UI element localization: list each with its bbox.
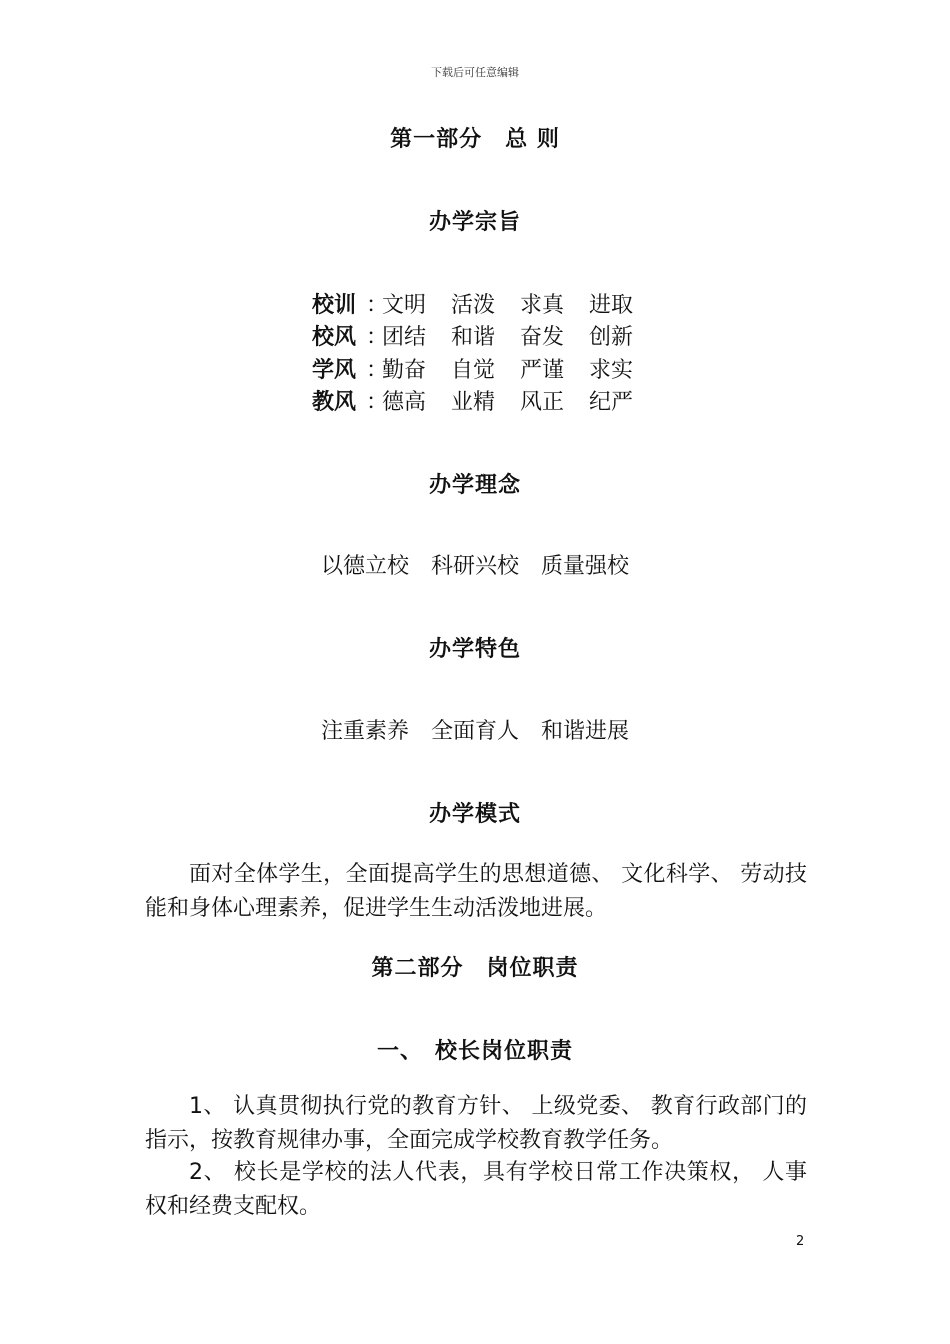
motto-item: 文明: [382, 292, 427, 318]
motto-item: 风正: [520, 390, 565, 416]
motto-label: 教风: [312, 390, 357, 416]
motto-label: 学风: [312, 357, 357, 383]
motto-item: 活泼: [451, 292, 496, 318]
part2-title: 第二部分 岗位职责: [371, 956, 579, 981]
motto-list: [312, 287, 672, 417]
motto-row: [312, 320, 672, 353]
motto-item: 和谐: [451, 325, 496, 351]
mode-heading: 办学模式: [428, 802, 521, 827]
purpose-heading: 办学宗旨: [428, 210, 521, 235]
motto-colon: ：: [366, 292, 389, 318]
mode-paragraph: 面对全体学生，全面提高学生的思想道德、 文化科学、 劳动技能和身体心理素养，促进学生生动活泼地进展。: [145, 862, 807, 921]
page-number: 2: [796, 1234, 805, 1249]
motto-item: 业精: [451, 390, 496, 416]
motto-item: 严谨: [520, 357, 565, 383]
motto-item: 进取: [589, 292, 634, 318]
motto-item: 求实: [589, 357, 634, 383]
motto-row: [312, 352, 672, 385]
duty-item: 2、 校长是学校的法人代表，具有学校日常工作决策权， 人事权和经费支配权。: [145, 1160, 807, 1219]
motto-item: 自觉: [451, 357, 496, 383]
motto-item: 奋发: [520, 325, 565, 351]
feature-item: 注重素养: [320, 719, 409, 744]
motto-item: 德高: [382, 390, 427, 416]
motto-colon: ：: [366, 357, 389, 383]
feature-heading: 办学特色: [428, 637, 521, 662]
duty-item: 1、 认真贯彻执行党的教育方针、 上级党委、 教育行政部门的指示，按教育规律办事，全面完成学校教育教学任务。: [145, 1094, 807, 1153]
motto-item: 纪严: [589, 390, 634, 416]
feature-item: 和谐进展: [541, 719, 630, 744]
header-note: 下载后可任意编辑: [431, 66, 519, 79]
motto-label: 校训: [312, 292, 357, 318]
motto-colon: ：: [366, 390, 389, 416]
principal-duties-heading: 一、 校长岗位职责: [376, 1039, 573, 1064]
motto-row: [312, 385, 672, 418]
motto-item: 勤奋: [382, 357, 427, 383]
philosophy-line: [0, 549, 950, 580]
motto-item: 团结: [382, 325, 427, 351]
motto-label: 校风: [312, 325, 357, 351]
motto-item: 求真: [520, 292, 565, 318]
philosophy-heading: 办学理念: [428, 473, 521, 498]
feature-item: 全面育人: [430, 719, 519, 744]
philosophy-item: 质量强校: [541, 554, 630, 579]
feature-line: [0, 714, 950, 745]
motto-colon: ：: [366, 325, 389, 351]
part1-title: 第一部分 总 则: [390, 127, 560, 152]
motto-item: 创新: [589, 325, 634, 351]
philosophy-item: 科研兴校: [430, 554, 519, 579]
philosophy-item: 以德立校: [320, 554, 409, 579]
motto-row: [312, 287, 672, 320]
